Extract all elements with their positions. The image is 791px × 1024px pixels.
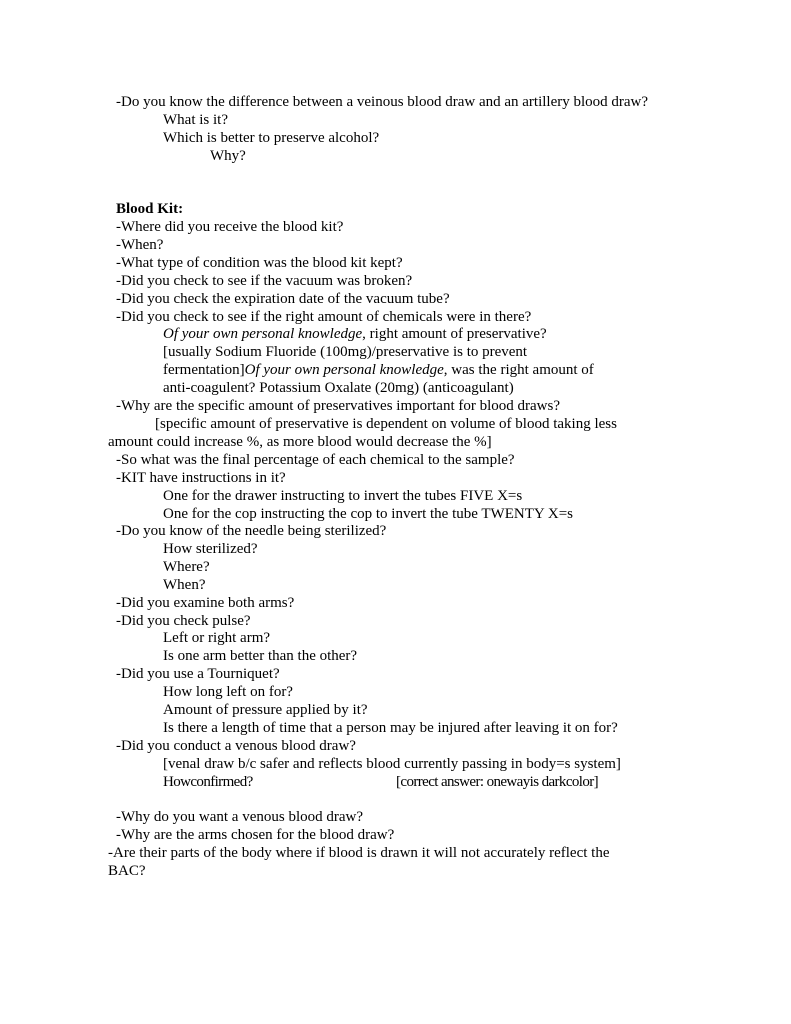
venous-note: [venal draw b/c safer and reflects blood currently passing in body=s system]	[163, 756, 621, 772]
pulse-one-arm: Is one arm better than the other?	[163, 648, 358, 664]
question-why-arms: -Why are the arms chosen for the blood draw?	[116, 827, 395, 843]
tourniquet-injury: Is there a length of time that a person may be injured after leaving it on for?	[163, 720, 618, 736]
tourniquet-pressure: Amount of pressure applied by it?	[163, 702, 368, 718]
specific-note-line-2: amount could increase %, as more blood would decrease the %]	[108, 434, 492, 450]
chemicals-line-2: [usually Sodium Fluoride (100mg)/preservative is to prevent	[163, 344, 528, 360]
instruction-cop: One for the cop instructing the cop to invert the tube TWENTY X=s	[163, 506, 574, 522]
question-body-parts-line-2: BAC?	[108, 863, 146, 879]
chemicals-line-3-end: , was the right amount of	[443, 362, 594, 378]
venous-correct-answer: [correct answer: onewayis darkcolor]	[396, 774, 599, 790]
question-condition: -What type of condition was the blood kit kept?	[116, 255, 403, 271]
italic-personal-knowledge-2: Of your own personal knowledge	[244, 362, 444, 378]
question-when: -When?	[116, 237, 164, 253]
needle-where: Where?	[163, 559, 210, 575]
specific-note-line-1: [specific amount of preservative is dependent on volume of blood taking less	[155, 416, 617, 432]
chemicals-line-3	[163, 361, 594, 379]
question-needle: -Do you know of the needle being sterilized?	[116, 523, 387, 539]
question-final-percentage: -So what was the final percentage of each chemical to the sample?	[116, 452, 515, 468]
question-tourniquet: -Did you use a Tourniquet?	[116, 666, 280, 682]
question-blood-draw-difference: -Do you know the difference between a veinous blood draw and an artillery blood draw?	[116, 94, 649, 110]
chemicals-line-3-start: fermentation]	[163, 362, 245, 378]
question-body-parts-line-1: -Are their parts of the body where if blood is drawn it will not accurately reflect the	[108, 845, 610, 861]
subquestion-why: Why?	[210, 148, 246, 164]
chemicals-line-1-rest: , right amount of preservative?	[362, 326, 547, 342]
question-instructions: -KIT have instructions in it?	[116, 470, 286, 486]
question-why-venous: -Why do you want a venous blood draw?	[116, 809, 364, 825]
question-expiration: -Did you check the expiration date of the vacuum tube?	[116, 291, 450, 307]
question-pulse: -Did you check pulse?	[116, 613, 251, 629]
question-venous-draw: -Did you conduct a venous blood draw?	[116, 738, 356, 754]
subquestion-what-is-it: What is it?	[163, 112, 228, 128]
chemicals-line-4: anti-coagulent? Potassium Oxalate (20mg) (anticoagulant)	[163, 380, 514, 396]
question-vacuum: -Did you check to see if the vacuum was broken?	[116, 273, 413, 289]
venous-how-confirmed: Howconfirmed?	[163, 774, 253, 790]
tourniquet-how-long: How long left on for?	[163, 684, 293, 700]
needle-when: When?	[163, 577, 206, 593]
instruction-drawer: One for the drawer instructing to invert the tubes FIVE X=s	[163, 488, 523, 504]
question-why-specific: -Why are the specific amount of preservatives important for blood draws?	[116, 398, 561, 414]
needle-how: How sterilized?	[163, 541, 258, 557]
question-where-received: -Where did you receive the blood kit?	[116, 219, 344, 235]
pulse-left-right: Left or right arm?	[163, 630, 271, 646]
italic-personal-knowledge: Of your own personal knowledge	[163, 326, 363, 342]
question-both-arms: -Did you examine both arms?	[116, 595, 295, 611]
blood-kit-heading: Blood Kit:	[116, 201, 184, 217]
chemicals-line-1	[163, 325, 547, 343]
question-chemicals: -Did you check to see if the right amount of chemicals were in there?	[116, 309, 532, 325]
subquestion-preserve-alcohol: Which is better to preserve alcohol?	[163, 130, 380, 146]
